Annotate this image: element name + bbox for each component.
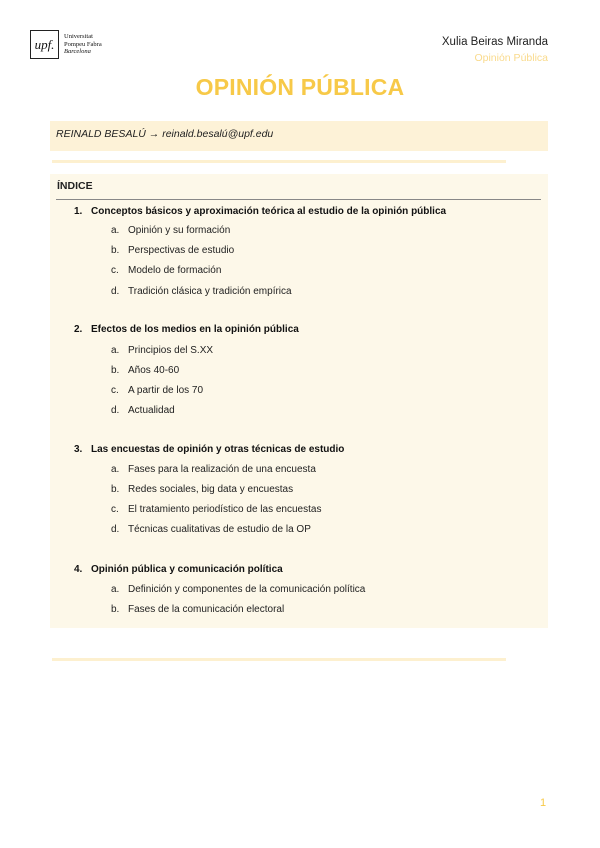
item-text: Redes sociales, big data y encuestas xyxy=(128,484,294,495)
item-letter: d. xyxy=(111,286,120,297)
item-text: Tradición clásica y tradición empírica xyxy=(128,286,292,297)
toc-item[interactable] xyxy=(111,464,316,475)
item-letter: c. xyxy=(111,385,119,396)
document-title: OPINIÓN PÚBLICA xyxy=(195,74,405,100)
section-number: 1. xyxy=(74,206,83,217)
toc-item[interactable] xyxy=(111,265,221,276)
toc-section[interactable] xyxy=(74,206,446,217)
logo-mark: upf. xyxy=(30,30,59,59)
toc-item[interactable] xyxy=(111,245,234,256)
toc-divider xyxy=(56,199,541,200)
university-logo xyxy=(30,30,102,59)
logo-line-3: Barcelona xyxy=(64,48,91,56)
item-text: Definición y componentes de la comunicación política xyxy=(128,584,366,595)
item-letter: b. xyxy=(111,365,120,376)
item-letter: b. xyxy=(111,245,120,256)
item-text: Fases de la comunicación electoral xyxy=(128,604,285,615)
divider-bottom xyxy=(52,658,506,661)
section-title: Opinión pública y comunicación política xyxy=(91,564,283,575)
item-text: Fases para la realización de una encuesta xyxy=(128,464,316,475)
toc-item[interactable] xyxy=(111,405,175,416)
item-text: Técnicas cualitativas de estudio de la OP xyxy=(128,524,311,535)
section-title: Conceptos básicos y aproximación teórica al estudio de la opinión pública xyxy=(91,206,447,217)
toc-item[interactable] xyxy=(111,504,321,515)
item-letter: d. xyxy=(111,405,120,416)
item-letter: a. xyxy=(111,584,120,595)
item-letter: b. xyxy=(111,604,120,615)
item-text: Modelo de formación xyxy=(128,265,222,276)
author-box xyxy=(50,121,548,151)
item-letter: a. xyxy=(111,464,120,475)
item-text: Opinión y su formación xyxy=(128,225,231,236)
toc-section[interactable] xyxy=(74,444,344,455)
toc-section[interactable] xyxy=(74,564,283,575)
item-text: A partir de los 70 xyxy=(128,385,204,396)
item-letter: b. xyxy=(111,484,120,495)
toc-item[interactable] xyxy=(111,484,293,495)
item-text: Actualidad xyxy=(128,405,175,416)
toc-item[interactable] xyxy=(111,365,179,376)
toc-heading: ÍNDICE xyxy=(57,180,93,192)
item-letter: a. xyxy=(111,225,120,236)
item-text: Principios del S.XX xyxy=(128,345,214,356)
header-subtitle: Opinión Pública xyxy=(474,52,548,64)
section-number: 2. xyxy=(74,324,83,335)
item-text: El tratamiento periodístico de las encuestas xyxy=(128,504,322,515)
toc-item[interactable] xyxy=(111,524,311,535)
section-title: Las encuestas de opinión y otras técnicas de estudio xyxy=(91,444,345,455)
item-letter: d. xyxy=(111,524,120,535)
divider-top xyxy=(52,160,506,163)
toc-item[interactable] xyxy=(111,225,230,236)
toc-item[interactable] xyxy=(111,385,203,396)
header-author-name: Xulia Beiras Miranda xyxy=(441,36,548,48)
item-text: Perspectivas de estudio xyxy=(128,245,235,256)
item-letter: c. xyxy=(111,265,119,276)
item-text: Años 40-60 xyxy=(128,365,180,376)
toc-item[interactable] xyxy=(111,345,213,356)
toc-item[interactable] xyxy=(111,604,284,615)
author-line: REINALD BESALÚ → reinald.besalú@upf.edu xyxy=(56,128,274,140)
logo-line-1: Universitat xyxy=(64,33,93,41)
section-title: Efectos de los medios en la opinión pública xyxy=(91,324,299,335)
page-number: 1 xyxy=(540,797,547,809)
section-number: 3. xyxy=(74,444,83,455)
table-of-contents xyxy=(50,174,548,628)
toc-item[interactable] xyxy=(111,286,292,297)
toc-section[interactable] xyxy=(74,324,299,335)
logo-text xyxy=(64,33,102,56)
section-number: 4. xyxy=(74,564,83,575)
logo-line-2: Pompeu Fabra xyxy=(64,40,102,48)
toc-item[interactable] xyxy=(111,584,365,595)
item-letter: c. xyxy=(111,504,119,515)
item-letter: a. xyxy=(111,345,120,356)
